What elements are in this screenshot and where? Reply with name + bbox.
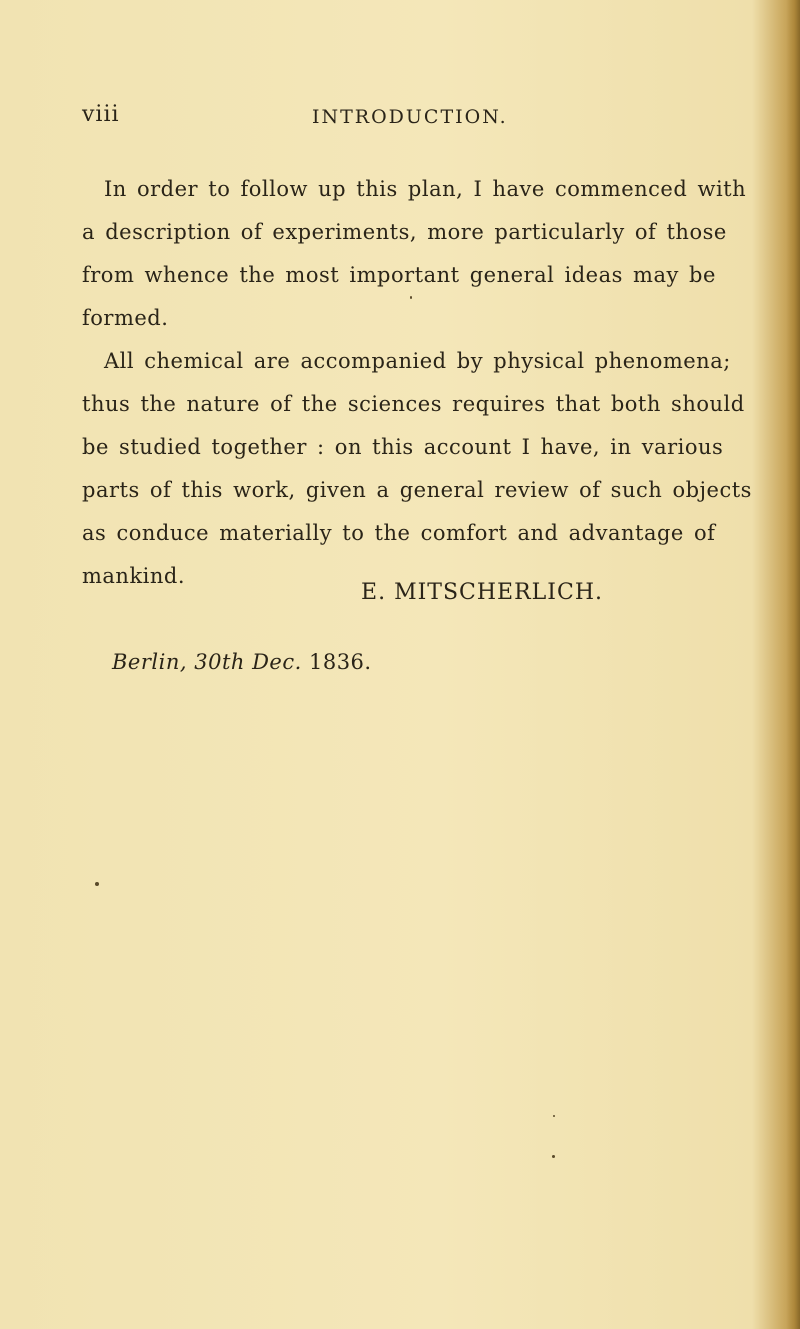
running-head: INTRODUCTION. — [312, 106, 508, 128]
dateline — [112, 650, 372, 674]
paragraph-1 — [82, 168, 747, 340]
paragraph-2 — [82, 340, 752, 598]
paper-speck — [410, 296, 412, 299]
text-line: thus the nature of the sciences requires that both should — [82, 392, 745, 416]
dateline-place: Berlin, — [112, 650, 188, 674]
dateline-day: 30th Dec. — [194, 650, 302, 674]
paper-speck — [553, 1115, 555, 1117]
page-header — [82, 98, 702, 138]
paper-speck — [95, 882, 99, 886]
page-edge-shadow — [786, 0, 800, 1329]
text-line: from whence the most important general ideas may be — [82, 263, 716, 287]
text-line: All chemical are accompanied by physical phenomena; — [104, 349, 731, 373]
text-line: formed. — [82, 306, 169, 330]
text-line: as conduce materially to the comfort and advantage of — [82, 521, 716, 545]
text-line: parts of this work, given a general review of such objects — [82, 478, 752, 502]
page-number: viii — [82, 102, 120, 127]
text-line: In order to follow up this plan, I have commenced with — [104, 177, 747, 201]
text-line: mankind. — [82, 564, 186, 588]
dateline-year: 1836. — [308, 650, 372, 674]
text-line: a description of experiments, more particularly of those — [82, 220, 727, 244]
author-signature: E. MITSCHERLICH. — [361, 580, 603, 605]
paper-speck — [552, 1155, 555, 1158]
text-line: be studied together : on this account I have, in various — [82, 435, 724, 459]
body-text — [82, 168, 752, 598]
